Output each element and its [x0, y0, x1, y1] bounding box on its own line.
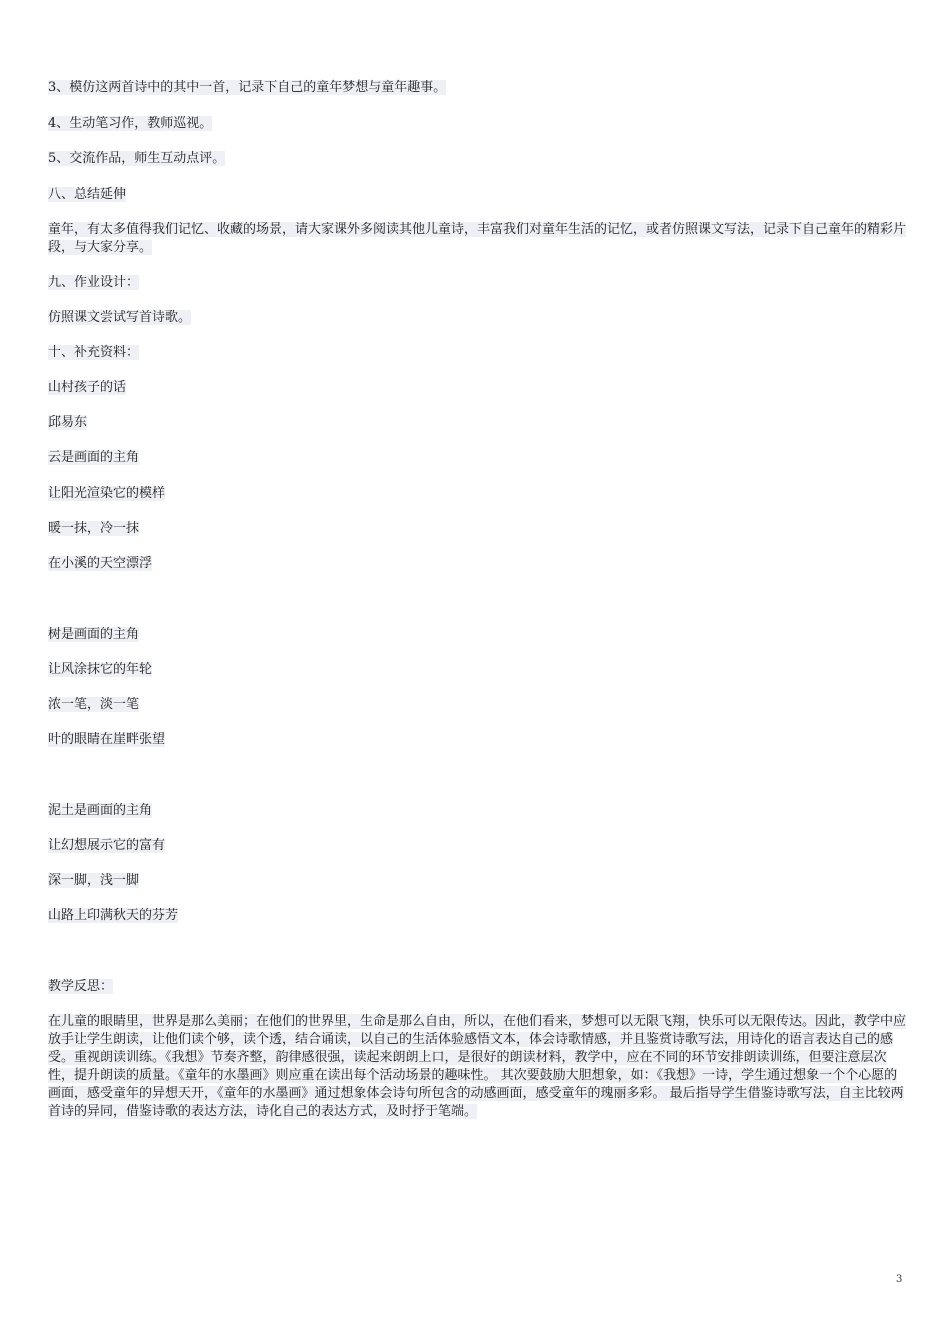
- poem-line: [48, 696, 139, 714]
- poem-author: [48, 414, 87, 432]
- text-line: [48, 79, 446, 97]
- line-text: 3、模仿这两首诗中的其中一首，记录下自己的童年梦想与童年趣事。: [48, 80, 447, 95]
- poem-line: [48, 555, 152, 573]
- reflection-paragraph: [48, 1013, 906, 1121]
- line-text: 暖一抹，冷一抹: [48, 521, 140, 536]
- poem-line: [48, 802, 152, 820]
- poem-line: [48, 907, 178, 925]
- poem-line: [48, 626, 139, 644]
- text-line: [48, 150, 225, 168]
- poem-line: [48, 661, 152, 679]
- line-text: 5、交流作品，师生互动点评。: [48, 151, 226, 166]
- line-text: 山路上印满秋天的芬芳: [48, 908, 179, 923]
- line-text: 泥土是画面的主角: [48, 803, 153, 818]
- section-heading: [48, 344, 139, 362]
- line-text: 深一脚，浅一脚: [48, 873, 140, 888]
- line-text: 九、作业设计：: [48, 275, 140, 290]
- line-text: 邱易东: [48, 415, 88, 430]
- text-line: [48, 309, 191, 327]
- line-text: 在小溪的天空漂浮: [48, 556, 153, 571]
- line-text: 十、补充资料：: [48, 345, 140, 360]
- summary-paragraph: [48, 221, 906, 257]
- line-text: 让幻想展示它的富有: [48, 838, 166, 853]
- line-text: 教学反思：: [48, 979, 114, 994]
- page-number: 3: [896, 1274, 903, 1285]
- line-text: 4、生动笔习作，教师巡视。: [48, 116, 213, 131]
- poem-line: [48, 449, 139, 467]
- section-heading: [48, 274, 139, 292]
- line-text: 浓一笔，淡一笔: [48, 697, 140, 712]
- paragraph-text: 童年，有太多值得我们记忆、收藏的场景，请大家课外多阅读其他儿童诗，丰富我们对童年生活的记忆，或者仿照课文写法，记录下自己童年的精彩片段，与大家分享。: [48, 222, 907, 255]
- line-text: 仿照课文尝试写首诗歌。: [48, 310, 192, 325]
- paragraph-text: 在儿童的眼睛里，世界是那么美丽；在他们的世界里，生命是那么自由，所以，在他们看来，梦想可以无限飞翔，快乐可以无限传达。因此，教学中应放手让学生朗读，让他们读个够，读个透，结合诵读，以自己的生活体验感悟文本，体会诗歌情感，并且鉴赏诗歌写法，用诗化的语言表达自己的感受。重视朗读训练。《我想》节奏齐整，韵律感很强，读起来朗朗上口，是很好的朗读材料，教学中，应在不同的环节安排朗读训练，但要注意层次性，提升朗读的质量。《童年的水墨画》则应重在读出每个活动场景的趣味性。 其次要鼓励大胆想象，如：《我想》一诗，学生通过想象一个个心愿的画面，感受童年的异想天开，《童年的水墨画》通过想象体会诗句所包含的动感画面，感受童年的瑰丽多彩。 最后指导学生借鉴诗歌写法，自主比较两首诗的异同，借鉴诗歌的表达方法，诗化自己的表达方式，及时抒于笔端。: [48, 1014, 907, 1119]
- section-heading: [48, 186, 126, 204]
- poem-line: [48, 837, 165, 855]
- line-text: 叶的眼睛在崖畔张望: [48, 732, 166, 747]
- line-text: 八、总结延伸: [48, 187, 127, 202]
- poem-title: [48, 379, 126, 397]
- poem-line: [48, 485, 165, 503]
- line-text: 山村孩子的话: [48, 380, 127, 395]
- section-heading: [48, 978, 113, 996]
- text-line: [48, 115, 212, 133]
- line-text: 让风涂抹它的年轮: [48, 662, 153, 677]
- poem-line: [48, 872, 139, 890]
- line-text: 让阳光渲染它的模样: [48, 486, 166, 501]
- line-text: 云是画面的主角: [48, 450, 140, 465]
- poem-line: [48, 731, 165, 749]
- poem-line: [48, 520, 139, 538]
- line-text: 树是画面的主角: [48, 627, 140, 642]
